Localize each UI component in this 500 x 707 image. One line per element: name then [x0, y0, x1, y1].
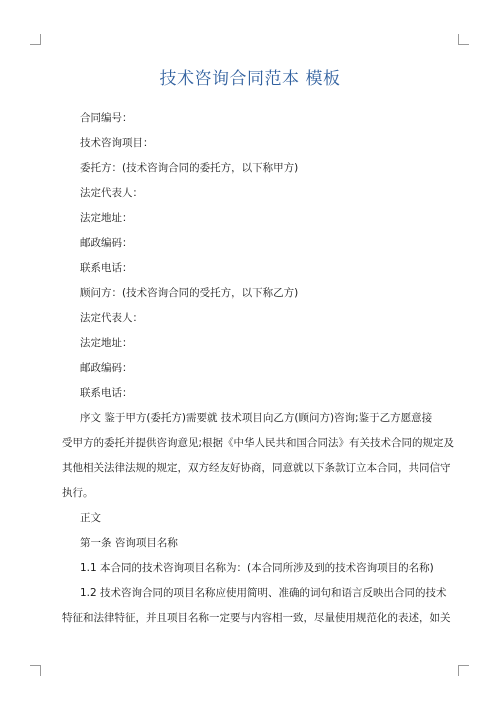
crop-mark-top-right: [458, 34, 469, 45]
field-consulting-project: 技术咨询项目：: [80, 137, 154, 149]
clause-1-2-line: 特征和法律特征，并且项目名称一定要与内容相一致，尽量使用规范化的表述，如关: [62, 612, 451, 624]
field-contract-number: 合同编号：: [80, 112, 133, 124]
field-consultant-phone: 联系电话：: [80, 387, 133, 399]
field-consultant-postcode: 邮政编码：: [80, 362, 133, 374]
crop-mark-bottom-left: [30, 665, 41, 676]
field-client-phone: 联系电话：: [80, 262, 133, 274]
preface-line: 执行。: [62, 487, 94, 499]
clause-1-2-line: 1.2 技术咨询合同的项目名称应使用简明、准确的词句和语言反映出合同的技术: [80, 587, 447, 599]
clause-1-2: [62, 587, 451, 625]
field-consultant-legal-rep: 法定代表人：: [80, 312, 143, 324]
preface-line: 序文 鉴于甲方(委托方)需要就 技术项目向乙方(顾问方)咨询;鉴于乙方愿意接: [80, 412, 433, 424]
field-client: 委托方：(技术咨询合同的委托方，以下称甲方): [80, 162, 299, 174]
field-client-postcode: 邮政编码：: [80, 237, 133, 249]
preface-paragraph: [62, 412, 455, 500]
main-heading: 正文: [80, 512, 101, 524]
preface-line: 其他相关法律法规的规定，双方经友好协商，同意就以下条款订立本合同，共同信守: [62, 462, 451, 474]
field-consultant-address: 法定地址：: [80, 337, 133, 349]
preface-line: 受甲方的委托并提供咨询意见;根据《中华人民共和国合同法》有关技术合同的规定及: [62, 437, 455, 449]
clause-1-1: 1.1 本合同的技术咨询项目名称为：(本合同所涉及到的技术咨询项目的名称): [80, 562, 434, 574]
document-body: [62, 112, 455, 637]
field-client-legal-rep: 法定代表人：: [80, 187, 143, 199]
article-1-heading: 第一条 咨询项目名称: [80, 537, 178, 549]
field-client-address: 法定地址：: [80, 212, 133, 224]
document-title: 技术咨询合同范本 模板: [159, 69, 341, 89]
field-consultant: 顾问方：(技术咨询合同的受托方，以下称乙方): [80, 287, 299, 299]
crop-mark-top-left: [30, 34, 41, 45]
crop-mark-bottom-right: [458, 665, 469, 676]
